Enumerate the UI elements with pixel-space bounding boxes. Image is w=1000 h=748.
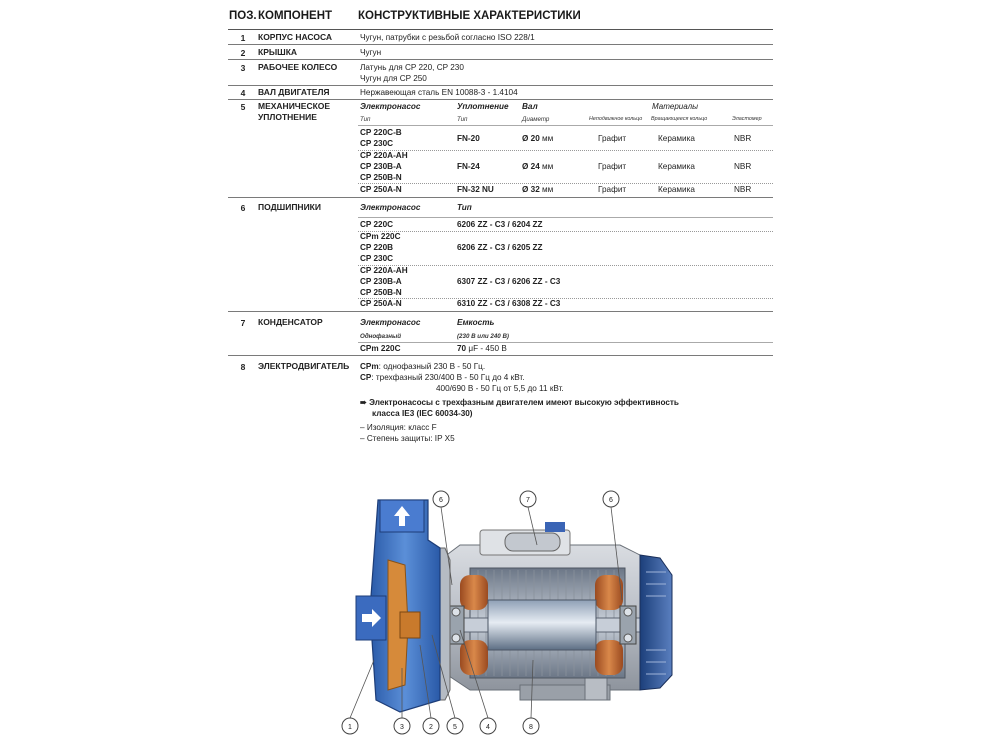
- row4-text: Нержавеющая сталь EN 10088-3 - 1.4104: [360, 88, 518, 97]
- bearing-g2-type: 6206 ZZ - C3 / 6205 ZZ: [457, 243, 543, 252]
- row3-line2: Чугун для CP 250: [360, 74, 427, 83]
- seal-g1-rotating: Керамика: [658, 134, 695, 143]
- callout-4: 4: [486, 724, 490, 731]
- bearing-rear-ball-bottom: [624, 634, 632, 642]
- winding-left-top: [460, 575, 488, 610]
- bearing-g3-model2: CP 230B-A: [360, 277, 402, 286]
- seal-g1-elastomer: NBR: [734, 134, 752, 143]
- seal-g3-elastomer: NBR: [734, 185, 752, 194]
- callout-5: 5: [453, 724, 457, 731]
- header-pos: ПОЗ.: [229, 10, 257, 22]
- seal-sub-elastomer: Эластомер: [732, 116, 762, 122]
- motor-protection: – Степень защиты: IP X5: [360, 434, 455, 443]
- seal-g2-model3: CP 250B-N: [360, 173, 402, 182]
- bearing-g4-model1: CP 250A-N: [360, 299, 402, 308]
- seal-col-materials: Материалы: [652, 102, 698, 111]
- motor-line1-label: CPm: [360, 362, 379, 371]
- bearing-g3-type: 6307 ZZ - C3 / 6206 ZZ - C3: [457, 277, 561, 286]
- row7-num: 7: [240, 318, 246, 328]
- rotor: [488, 600, 596, 650]
- seal-sub-type2: Тип: [457, 116, 468, 123]
- motor-line1-text: : однофазный 230 В - 50 Гц.: [378, 362, 486, 371]
- seal-g3-diameter-value: Ø 32: [522, 185, 540, 194]
- row5-component-line1: МЕХАНИЧЕСКОЕ: [258, 101, 331, 111]
- motor-line2-text: : трехфазный 230/400 В - 50 Гц до 4 кВт.: [371, 373, 525, 382]
- seal-g1-fixed: Графит: [598, 134, 627, 143]
- callout-6a: 6: [439, 497, 443, 504]
- capacitor-col-pump: Электронасос: [360, 318, 421, 327]
- seal-g3-rotating: Керамика: [658, 185, 695, 194]
- winding-right-top: [595, 575, 623, 610]
- capacitor-col-capacity: Емкость: [457, 318, 495, 327]
- bearing-g2-model3: CP 230C: [360, 254, 394, 263]
- callout-6b: 6: [609, 497, 613, 504]
- terminal-box-lid: [545, 522, 565, 532]
- callout-2: 2: [429, 724, 433, 731]
- bearing-col-type: Тип: [457, 203, 472, 212]
- motor-note-line2: класса IE3 (IEC 60034-30): [372, 409, 473, 418]
- motor-line3: 400/690 В - 50 Гц от 5,5 до 11 кВт.: [436, 384, 564, 393]
- row8-component: ЭЛЕКТРОДВИГАТЕЛЬ: [258, 361, 350, 371]
- row7-component: КОНДЕНСАТОР: [258, 317, 323, 327]
- seal-g2-model1: CP 220A-AH: [360, 151, 408, 160]
- seal-g3-fixed: Графит: [598, 185, 627, 194]
- row3-component: РАБОЧЕЕ КОЛЕСО: [258, 62, 338, 72]
- row4-component: ВАЛ ДВИГАТЕЛЯ: [258, 87, 330, 97]
- callout-8: 8: [529, 724, 533, 731]
- bearing-col-pump: Электронасос: [360, 203, 421, 212]
- motor-line2-label: CP: [360, 373, 372, 382]
- row5-component-line2: УПЛОТНЕНИЕ: [258, 112, 317, 122]
- bearing-g4-type: 6310 ZZ - C3 / 6308 ZZ - C3: [457, 299, 561, 308]
- row2-component: КРЫШКА: [258, 47, 298, 57]
- capacitor-model: CPm 220C: [360, 344, 401, 353]
- bearing-g2-model1: CPm 220C: [360, 232, 401, 241]
- callout-3: 3: [400, 724, 404, 731]
- capacitor: [505, 533, 560, 551]
- seal-col-pump: Электронасос: [360, 102, 421, 111]
- row4-num: 4: [240, 88, 246, 98]
- seal-g1-diameter-unit: мм: [542, 134, 554, 143]
- seal-sub-fixed-ring: Неподвижное кольцо: [589, 116, 643, 122]
- seal-col-shaft: Вал: [522, 102, 538, 111]
- bearing-g1-model1: CP 220C: [360, 220, 394, 229]
- row2-num: 2: [240, 48, 246, 58]
- bearing-front-ball-bottom: [452, 634, 460, 642]
- seal-sub-type: Тип: [360, 116, 371, 123]
- seal-g1-diameter-value: Ø 20: [522, 134, 540, 143]
- row6-num: 6: [240, 203, 246, 213]
- seal-g1-model1: CP 220C-B: [360, 128, 402, 137]
- bearing-front-ball-top: [452, 608, 460, 616]
- seal-g1-model2: CP 230C: [360, 139, 394, 148]
- motor-note-line1: ➠ Электронасосы с трехфазным двигателем имеют высокую эффективность: [360, 398, 679, 407]
- bearing-g3-model1: CP 220A-AH: [360, 266, 408, 275]
- capacitor-value-number: 70: [457, 344, 467, 353]
- winding-left-bottom: [460, 640, 488, 675]
- row1-num: 1: [240, 33, 246, 43]
- header-characteristics: КОНСТРУКТИВНЫЕ ХАРАКТЕРИСТИКИ: [358, 10, 581, 22]
- seal-g3-seal: FN-32 NU: [457, 185, 494, 194]
- seal-sub-rotating-ring: Вращающееся кольцо: [651, 116, 708, 122]
- bearing-g1-type: 6206 ZZ - C3 / 6204 ZZ: [457, 220, 543, 229]
- row1-text: Чугун, патрубки с резьбой согласно ISO 228/1: [360, 33, 535, 42]
- impeller-hub: [400, 612, 420, 638]
- bearing-rear-ball-top: [624, 608, 632, 616]
- row2-text: Чугун: [360, 48, 382, 57]
- seal-g2-diameter-unit: мм: [542, 162, 554, 171]
- seal-g1-seal: FN-20: [457, 134, 480, 143]
- seal-g2-fixed: Графит: [598, 162, 627, 171]
- capacitor-sub-phase: Однофазный: [360, 333, 402, 340]
- seal-g2-seal: FN-24: [457, 162, 480, 171]
- seal-g3-model1: CP 250A-N: [360, 185, 402, 194]
- seal-col-seal: Уплотнение: [457, 102, 509, 111]
- fan-cover: [640, 555, 672, 690]
- capacitor-value-unit: μF - 450 В: [468, 344, 507, 353]
- bearing-g3-model3: CP 250B-N: [360, 288, 402, 297]
- seal-g2-model2: CP 230B-A: [360, 162, 402, 171]
- bearing-g2-model2: CP 220B: [360, 243, 394, 252]
- motor-insulation: – Изоляция: класс F: [360, 423, 437, 432]
- seal-g2-elastomer: NBR: [734, 162, 752, 171]
- capacitor-sub-voltage: (230 В или 240 В): [457, 333, 509, 340]
- row5-num: 5: [240, 102, 246, 112]
- row6-component: ПОДШИПНИКИ: [258, 202, 321, 212]
- row3-num: 3: [240, 63, 246, 73]
- header-component: КОМПОНЕНТ: [258, 10, 333, 22]
- row8-num: 8: [240, 362, 246, 372]
- winding-right-bottom: [595, 640, 623, 675]
- callout-1: 1: [348, 724, 352, 731]
- seal-g3-diameter-unit: мм: [542, 185, 554, 194]
- row1-component: КОРПУС НАСОСА: [258, 32, 333, 42]
- callout-7: 7: [526, 497, 530, 504]
- seal-sub-diameter: Диаметр: [522, 116, 550, 123]
- seal-g2-rotating: Керамика: [658, 162, 695, 171]
- seal-g2-diameter-value: Ø 24: [522, 162, 540, 171]
- row3-line1: Латунь для CP 220, CP 230: [360, 63, 464, 72]
